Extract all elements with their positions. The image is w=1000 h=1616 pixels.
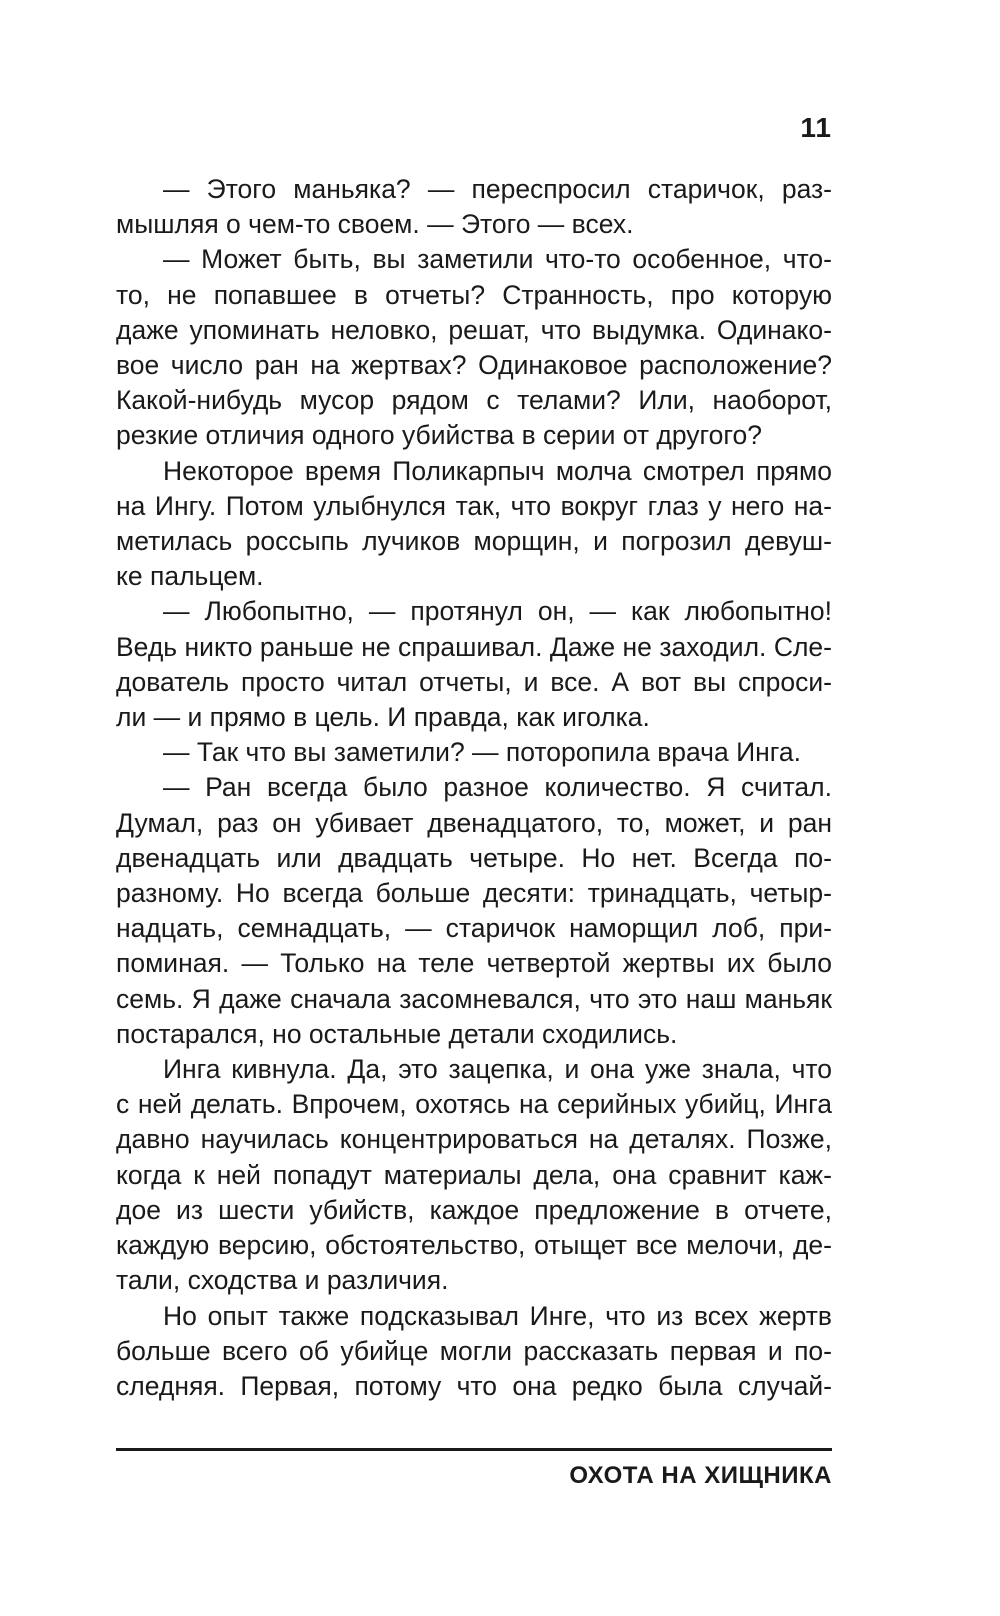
text-line: — Так что вы заметили? — поторопила врача Инга. <box>163 737 801 768</box>
text-line: двенадцать или двадцать четыре. Но нет. Всегда по- <box>116 842 832 873</box>
text-line: — Этого маньяка? — переспросил старичок, раз- <box>163 174 832 204</box>
text-line: Некоторое время Поликарпыч молча смотрел прямо <box>163 455 832 486</box>
text-line: ли — и прямо в цель. И правда, как иголка. <box>116 702 650 733</box>
text-line: с ней делать. Впрочем, охотясь на серийных убийц, Инга <box>116 1089 832 1120</box>
text-line: каждую версию, обстоятельство, отыщет все мелочи, де- <box>116 1230 832 1261</box>
text-line: — Ран всегда было разное количество. Я считал. <box>163 772 832 803</box>
text-line: тали, сходства и различия. <box>116 1265 449 1296</box>
text-line: — Любопытно, — протянул он, — как любопытно! <box>163 596 832 627</box>
page-number: 11 <box>800 112 832 143</box>
text-line: когда к ней попадут материалы дела, она сравнит каж- <box>116 1159 832 1190</box>
paragraph <box>116 454 832 595</box>
text-line: постарался, но остальные детали сходились. <box>116 1018 678 1049</box>
text-line: дое из шести убийств, каждое предложение в отчете, <box>116 1194 832 1225</box>
text-line: Ведь никто раньше не спрашивал. Даже не заходил. Сле- <box>116 631 832 662</box>
text-line: даже упоминать неловко, решат, что выдумка. Одинако- <box>116 314 832 345</box>
paragraph <box>116 172 832 242</box>
text-line: следняя. Первая, потому что она редко была случай- <box>116 1370 832 1401</box>
text-line: надцать, семнадцать, — старичок наморщил лоб, при- <box>116 913 832 944</box>
text-line: ке пальцем. <box>116 561 264 592</box>
text-line: метилась россыпь лучиков морщин, и погрозил девуш- <box>116 526 832 557</box>
footer-divider <box>116 1448 832 1451</box>
running-title: ОХОТА НА ХИЩНИКА <box>569 1462 832 1489</box>
text-line: больше всего об убийце могли рассказать первая и по- <box>116 1335 832 1366</box>
paragraph <box>116 594 832 735</box>
text-line: мышляя о чем-то своем. — Этого — всех. <box>116 209 634 240</box>
paragraph <box>116 770 832 1052</box>
paragraph <box>116 1052 832 1298</box>
text-line: Думал, раз он убивает двенадцатого, то, может, и ран <box>116 807 832 838</box>
paragraph <box>116 735 832 770</box>
text-line: Инга кивнула. Да, это зацепка, и она уже знала, что <box>163 1054 832 1085</box>
text-line: вое число ран на жертвах? Одинаковое расположение? <box>116 350 832 381</box>
text-line: дователь просто читал отчеты, и все. А вот вы спроси- <box>116 666 832 697</box>
text-line: разному. Но всегда больше десяти: тринадцать, четыр- <box>116 878 832 909</box>
text-line: на Ингу. Потом улыбнулся так, что вокруг глаз у него на- <box>116 490 832 521</box>
text-line: давно научилась концентрироваться на деталях. Позже, <box>116 1124 832 1155</box>
text-line: резкие отличия одного убийства в серии от другого? <box>116 420 762 451</box>
paragraph <box>116 242 832 453</box>
text-line: то, не попавшее в отчеты? Странность, про которую <box>116 279 832 310</box>
text-line: поминая. — Только на теле четвертой жертвы их было <box>116 948 832 979</box>
text-line: Но опыт также подсказывал Инге, что из всех жертв <box>163 1300 832 1331</box>
text-line: — Может быть, вы заметили что-то особенное, что- <box>163 244 832 275</box>
text-line: семь. Я даже сначала засомневался, что это наш маньяк <box>116 983 832 1014</box>
text-line: Какой-нибудь мусор рядом с телами? Или, наоборот, <box>116 385 832 416</box>
paragraph <box>116 1299 832 1405</box>
body-text <box>116 172 832 1404</box>
